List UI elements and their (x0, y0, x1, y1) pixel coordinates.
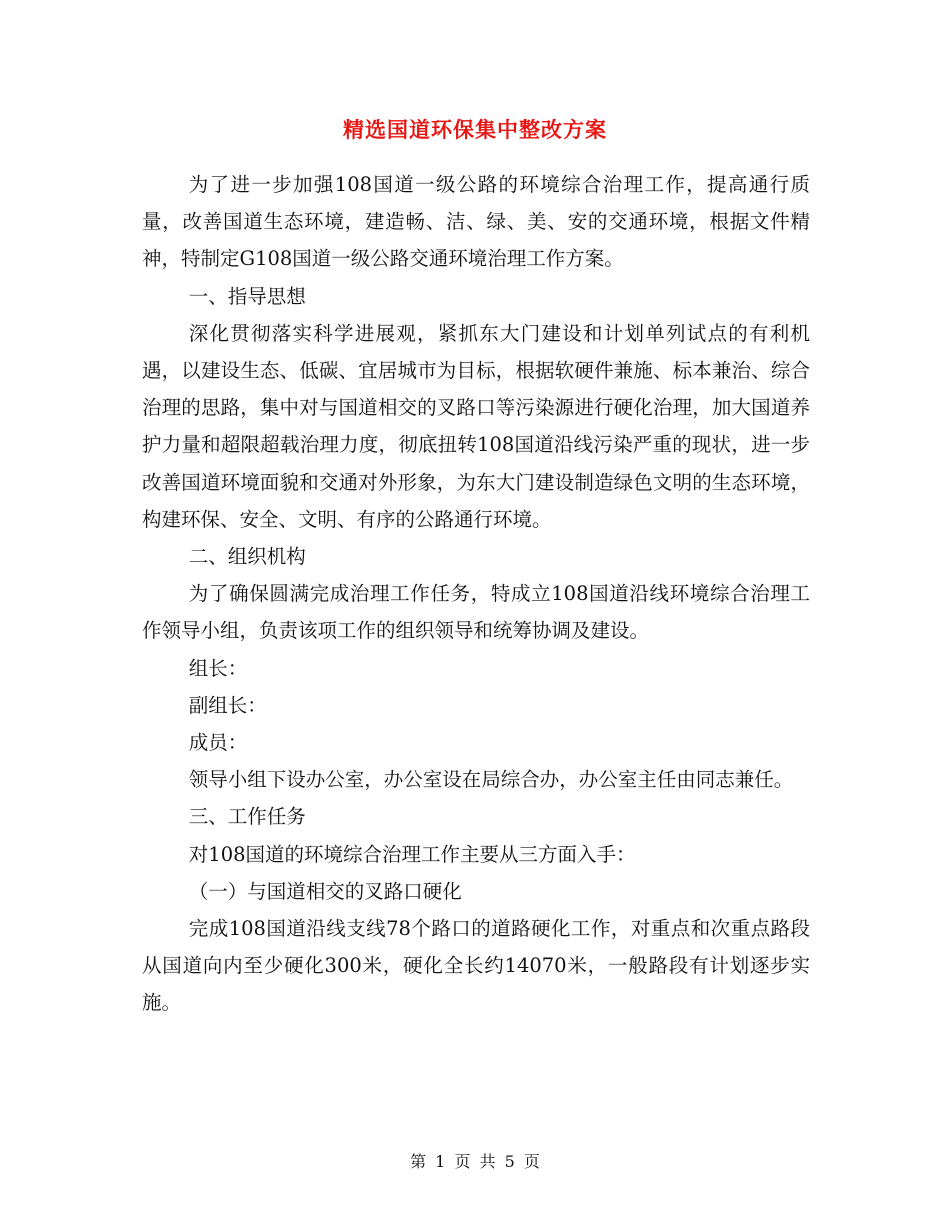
members-line: 成员： (188, 731, 248, 755)
heading-guiding-ideology: 一、指导思想 (188, 284, 306, 308)
paragraph-organization: 为了确保圆满完成治理工作任务，特成立108国道沿线环境综合治理工作领导小组，负责该项工作的组织领导和统筹协调及建设。 (142, 582, 810, 643)
heading-organization: 二、组织机构 (188, 545, 306, 569)
page-footer: 第 1 页 共 5 页 (410, 1152, 540, 1171)
document-title: 精选国道环保集中整改方案 (343, 117, 607, 142)
deputy-leader-line: 副组长： (188, 693, 267, 717)
paragraph-guiding-ideology: 深化贯彻落实科学进展观，紧抓东大门建设和计划单列试点的有利机遇，以建设生态、低碳、宜居城市为目标，根据软硬件兼施、标本兼治、综合治理的思路，集中对与国道相交的叉路口等污染源进行硬化治理，加大国道养护力量和超限超载治理力度，彻底扭转108国道沿线污染严重的现状，进一步改善国道环境面貌和交通对外形象，为东大门建设制造绿色文明的生态环境，构建环保、安全、文明、有序的公路通行环境。 (142, 321, 810, 531)
heading-work-tasks: 三、工作任务 (188, 805, 306, 829)
paragraph-intro: 为了进一步加强108国道一级公路的环境综合治理工作，提高通行质量，改善国道生态环境，建造畅、洁、绿、美、安的交通环境，根据文件精神，特制定G108国道一级公路交通环境治理工作方案。 (142, 173, 810, 271)
subheading-intersection-hardening: （一）与国道相交的叉路口硬化 (188, 879, 462, 903)
paragraph-office: 领导小组下设办公室，办公室设在局综合办，办公室主任由同志兼任。 (188, 768, 794, 792)
leader-line: 组长： (188, 656, 248, 680)
paragraph-work-tasks: 对108国道的环境综合治理工作主要从三方面入手： (188, 842, 636, 866)
document-body (142, 166, 810, 1022)
paragraph-intersection-hardening: 完成108国道沿线支线78个路口的道路硬化工作，对重点和次重点路段从国道向内至少硬化300米，硬化全长约14070米，一般路段有计划逐步实施。 (142, 917, 810, 1015)
